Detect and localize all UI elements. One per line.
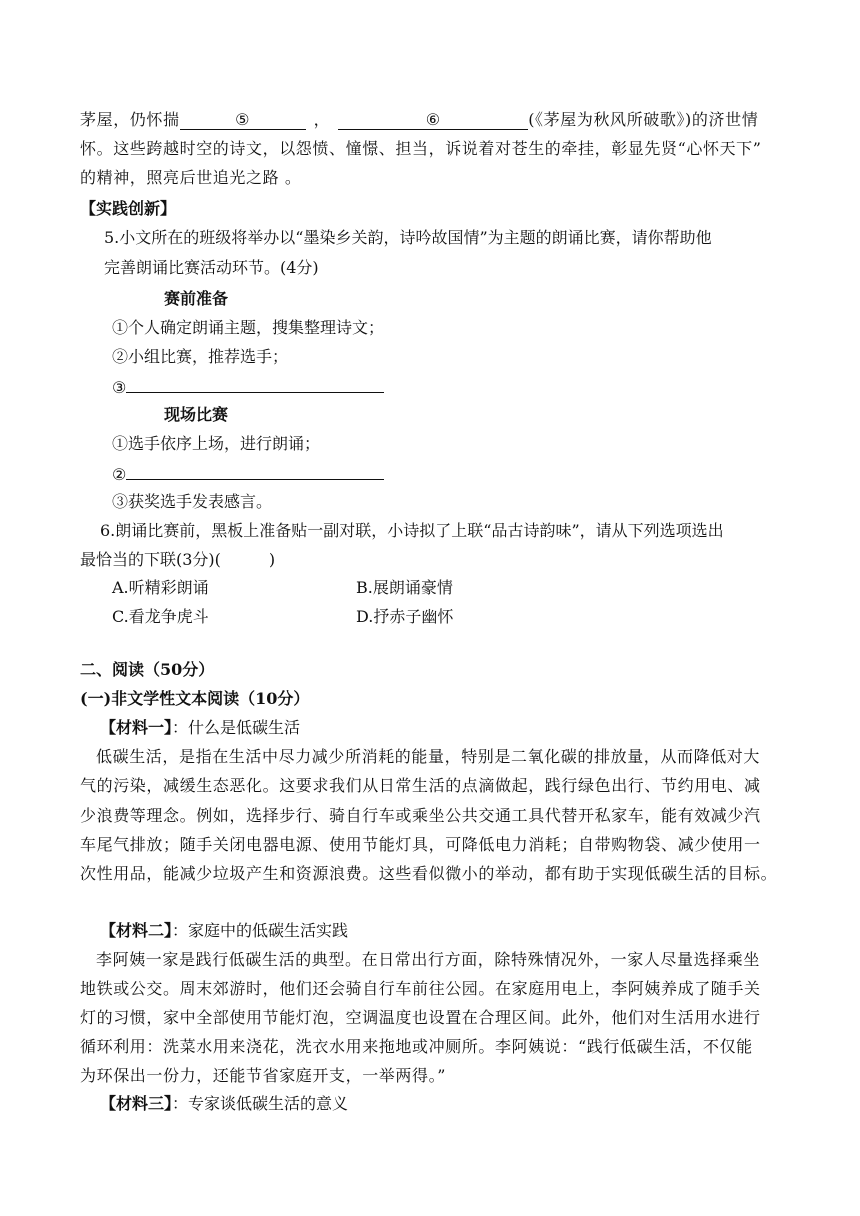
prep-item-1: ①个人确定朗诵主题，搜集整理诗文；: [112, 318, 385, 337]
material-2-heading: [100, 921, 800, 941]
answer-blank-5[interactable]: ⑤: [180, 111, 306, 130]
option-c[interactable]: C.看龙争虎斗: [112, 607, 209, 626]
material-1-title: ：什么是低碳生活: [172, 718, 301, 737]
material-2-line-4: 循环利用：洗菜水用来浇花，洗衣水用来拖地或冲厕所。李阿姨说：“践行低碳生活，不仅能: [80, 1037, 753, 1056]
question-5-line-2: 完善朗诵比赛活动环节。(4分): [104, 258, 319, 277]
option-d[interactable]: D.抒赤子幽怀: [356, 607, 454, 626]
material-2-line-2: 地铁或公交。周末郊游时，他们还会骑自行车前往公园。在家庭用电上，李阿姨养成了随手关: [80, 979, 761, 998]
material-2-title: ：家庭中的低碳生活实践: [172, 921, 349, 940]
intro-line-1: [80, 110, 780, 130]
intro-line-2: 怀。这些跨越时空的诗文，以怨愤、憧憬、担当，诉说着对苍生的牵挂，彰显先贤“心怀天下”: [80, 139, 762, 158]
prep-item-3: [112, 376, 812, 396]
question-6-line-2: 最恰当的下联(3分)( ): [80, 550, 276, 569]
material-1-line-1: 低碳生活，是指在生活中尽力减少所消耗的能量，特别是二氧化碳的排放量，从而降低对大: [96, 747, 761, 766]
material-3-heading: [100, 1094, 800, 1114]
question-6-line-1: 6.朗诵比赛前，黑板上准备贴一副对联，小诗拟了上联“品古诗韵味”，请从下列选项选出: [100, 521, 724, 540]
material-3-label: 【材料三】: [100, 1094, 173, 1113]
intro-text-b: (《茅屋为秋风所破歌》)的济世情: [528, 110, 759, 129]
material-2-line-5: 为环保出一份力，还能节省家庭开支，一举两得。”: [80, 1066, 446, 1085]
intro-text-a: 茅屋，仍怀揣: [80, 110, 180, 129]
prep-item-2: ②小组比赛，推荐选手；: [112, 347, 289, 366]
intro-comma: ，: [313, 110, 331, 129]
option-b[interactable]: B.展朗诵豪情: [356, 578, 453, 597]
material-1-line-4: 车尾气排放；随手关闭电器电源、使用节能灯具，可降低电力消耗；自带购物袋、减少使用一: [80, 835, 761, 854]
prep-item-3-label: ③: [112, 378, 127, 397]
material-1-heading: [100, 718, 800, 738]
live-item-2: [112, 463, 812, 483]
material-1-line-2: 气的污染，减缓生态恶化。这要求我们从日常生活的点滴做起，践行绿色出行、节约用电、减: [80, 776, 761, 795]
practice-heading: 【实践创新】: [80, 199, 177, 218]
live-item-2-label: ②: [112, 465, 127, 484]
question-5-line-1: 5.小文所在的班级将举办以“墨染乡关韵，诗吟故国情”为主题的朗诵比赛，请你帮助他: [104, 228, 712, 247]
material-2-line-3: 灯的习惯，家中全部使用节能灯泡，空调温度也设置在合理区间。此外，他们对生活用水进行: [80, 1008, 761, 1027]
answer-blank-6[interactable]: ⑥: [338, 111, 528, 130]
material-1-line-5: 次性用品，能减少垃圾产生和资源浪费。这些看似微小的举动，都有助于实现低碳生活的目标。: [80, 864, 778, 883]
live-item-1: ①选手依序上场，进行朗诵；: [112, 434, 321, 453]
reading-subsection-title: (一)非文学性文本阅读（10分）: [80, 689, 310, 708]
live-title: 现场比赛: [164, 405, 229, 424]
live-item-3: ③获奖选手发表感言。: [112, 492, 273, 511]
reading-section-title: 二、阅读（50分）: [80, 660, 215, 679]
prep-item-3-blank[interactable]: [126, 376, 384, 393]
live-item-2-blank[interactable]: [126, 463, 384, 480]
material-1-line-3: 少浪费等理念。例如，选择步行、骑自行车或乘坐公共交通工具代替开私家车，能有效减少汽: [80, 806, 761, 825]
intro-line-3: 的精神，照亮后世追光之路 。: [80, 168, 302, 187]
material-2-line-1: 李阿姨一家是践行低碳生活的典型。在日常出行方面，除特殊情况外，一家人尽量选择乘坐: [96, 950, 761, 969]
material-3-title: ：专家谈低碳生活的意义: [172, 1094, 349, 1113]
material-2-label: 【材料二】: [100, 921, 173, 940]
material-1-label: 【材料一】: [100, 718, 173, 737]
option-a[interactable]: A.听精彩朗诵: [112, 578, 209, 597]
prep-title: 赛前准备: [164, 289, 229, 308]
